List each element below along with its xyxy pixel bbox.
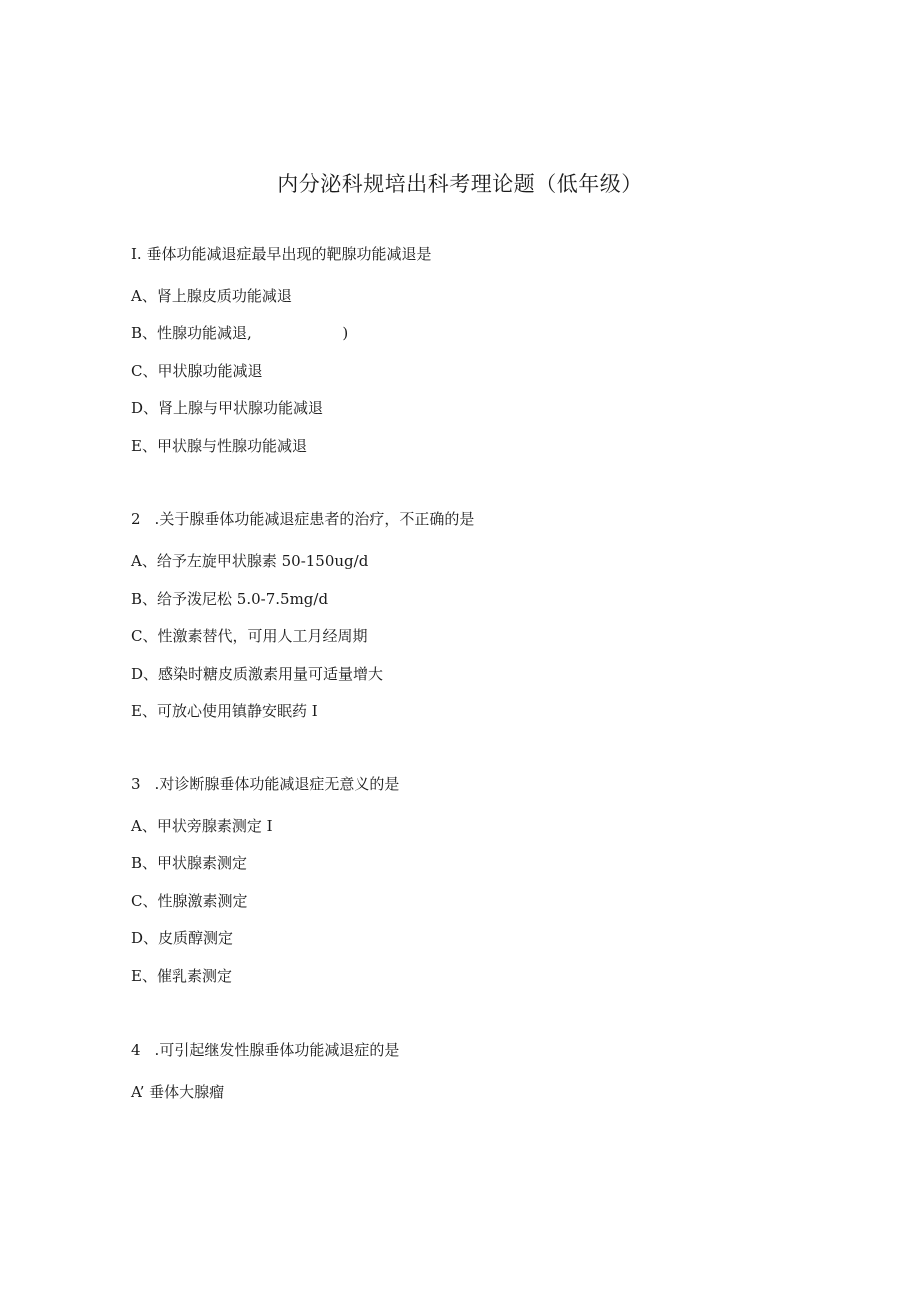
question-text: 垂体功能减退症最早出现的靶腺功能减退是: [146, 245, 432, 263]
question-2-stem: [131, 509, 474, 529]
question-2-option-c: C、性激素替代，可用人工月经周期: [131, 627, 368, 645]
question-1-option-b: B、性腺功能减退, ): [131, 324, 349, 342]
question-4-stem: [131, 1040, 399, 1060]
question-text: .对诊断腺垂体功能减退症无意义的是: [154, 775, 400, 793]
question-1-stem: [131, 244, 432, 264]
question-2-option-e: E、可放心使用镇静安眠药 I: [131, 702, 318, 720]
question-3-stem: [131, 774, 399, 794]
question-2-option-d: D、感染时糖皮质激素用量可适量增大: [131, 665, 384, 683]
question-2-option-a: A、给予左旋甲状腺素 50-150ug/d: [131, 552, 369, 570]
question-number: 3: [131, 775, 141, 793]
question-2-option-b: B、给予泼尼松 5.0-7.5mg/d: [131, 590, 329, 608]
question-3-option-d: D、皮质醇测定: [131, 929, 234, 947]
question-number: I.: [131, 245, 142, 263]
question-3-option-c: C、性腺激素测定: [131, 892, 248, 910]
question-1-option-c: C、甲状腺功能减退: [131, 362, 263, 380]
question-3-option-a: A、甲状旁腺素测定 I: [131, 817, 273, 835]
question-1-option-e: E、甲状腺与性腺功能减退: [131, 437, 307, 455]
question-number: 2: [131, 510, 141, 528]
page-title: 内分泌科规培出科考理论题（低年级）: [277, 172, 643, 196]
question-text: .关于腺垂体功能减退症患者的治疗，不正确的是: [154, 510, 475, 528]
question-text: .可引起继发性腺垂体功能减退症的是: [154, 1041, 400, 1059]
question-3-option-b: B、甲状腺素测定: [131, 854, 248, 872]
question-1-option-d: D、肾上腺与甲状腺功能减退: [131, 399, 324, 417]
question-number: 4: [131, 1041, 141, 1059]
question-1-option-a: A、肾上腺皮质功能减退: [131, 287, 292, 305]
question-4-option-a: A’ 垂体大腺瘤: [131, 1083, 225, 1101]
question-3-option-e: E、催乳素测定: [131, 967, 232, 985]
